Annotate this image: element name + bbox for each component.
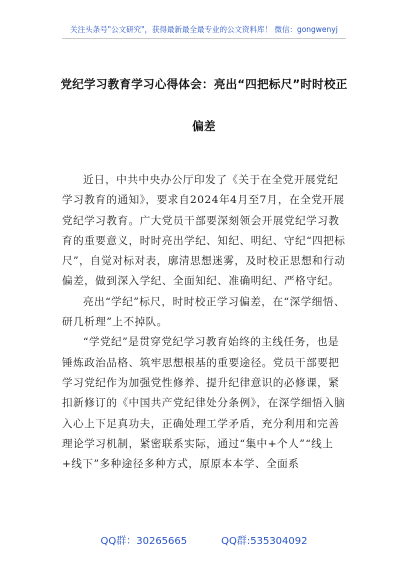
qq-group-2: QQ群:535304092 (221, 536, 308, 547)
document-body (62, 170, 347, 474)
header-banner: 关注头条号"公文研究"，获得最新最全最专业的公文资料库！ 微信：gongwenyj (70, 25, 338, 34)
document-title: 党纪学习教育学习心得体会：亮出“四把标尺”时时校正 (60, 77, 348, 91)
footer-contacts (0, 532, 408, 547)
qq-group-1: QQ群：30265665 (100, 536, 188, 547)
paragraph: 亮出“学纪”标尺，时时校正学习偏差，在“深学细悟、研几析理”上不掉队。 (62, 295, 346, 329)
paragraph: 近日，中共中央办公厅印发了《关于在全党开展党纪学习教育的通知》，要求自2024年4月至7月，在全党开展党纪学习教育。广大党员干部要深刻领会开展党纪学习教育的重要意义，时时亮出学纪、知纪、明纪、守纪“四把标尺”，自觉对标对表，廓清思想迷雾，及时校正思想和行动偏差，做到深入学纪、全面知纪、准确明纪、严格守纪。 (62, 174, 346, 288)
paragraph: “学党纪”是贯穿党纪学习教育始终的主线任务，也是锤炼政治品格、筑牢思想根基的重要途径。党员干部要把学习党纪作为加强党性修养、提升纪律意识的必修课，紧扣新修订的《中国共产党纪律处分条例》，在深学细悟入脑入心上下足真功夫，正确处理工学矛盾，充分利用和完善理论学习机制，紧密联系实际，通过“集中+个人”“线上+线下”多种途径多种方式，原原本本学、全面系 (62, 336, 346, 471)
document-title-continued: 偏差 (192, 119, 216, 133)
header-divider (62, 38, 346, 39)
